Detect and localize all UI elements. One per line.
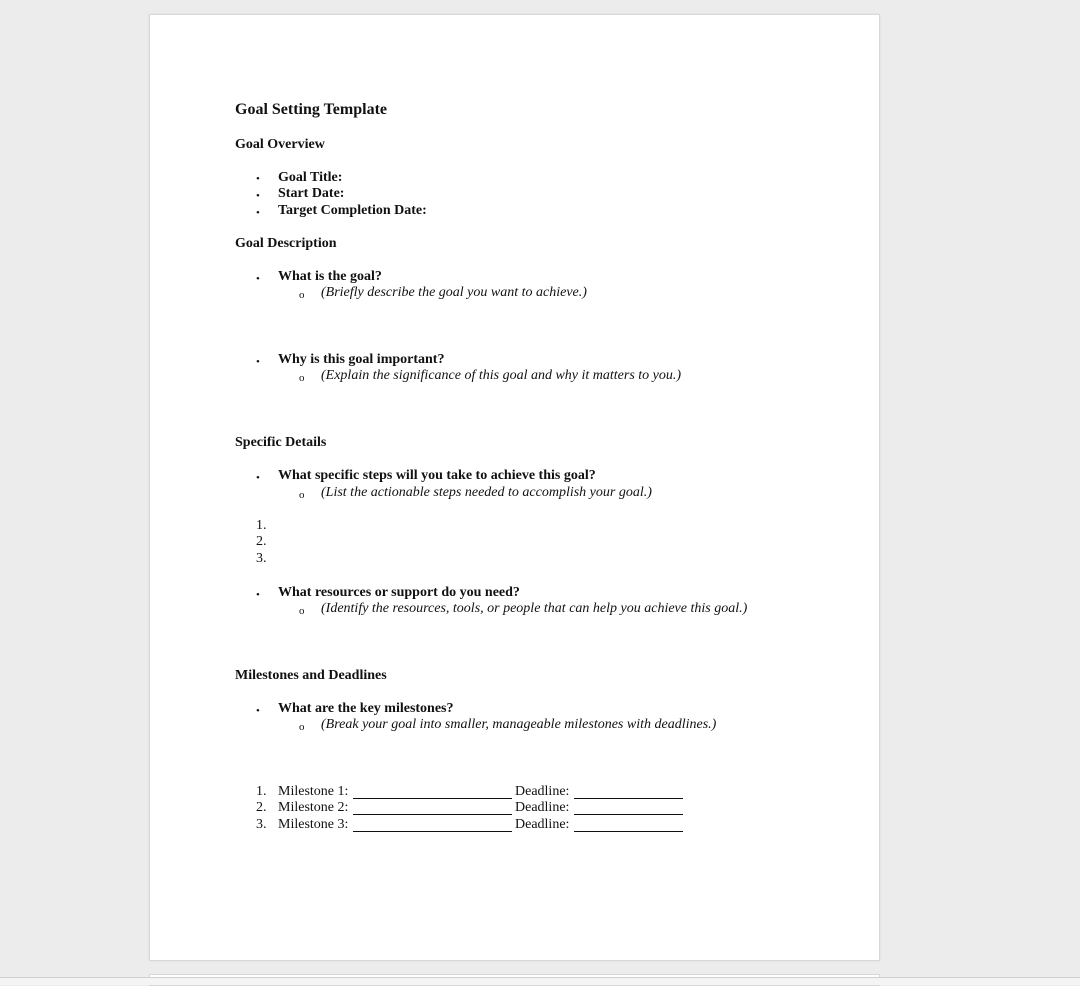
goal-title-label: Goal Title:	[278, 170, 343, 185]
bullet: •	[256, 472, 260, 484]
hint-resources: (Identify the resources, tools, or people that can help you achieve this goal.)	[321, 601, 748, 616]
deadline-3-label: Deadline:	[515, 817, 570, 832]
milestone-2-label: Milestone 2:	[278, 800, 349, 815]
bullet: •	[256, 705, 260, 717]
deadline-3-blank[interactable]	[574, 819, 683, 837]
step-number: 3.	[256, 551, 267, 566]
heading-specific-details: Specific Details	[235, 435, 327, 450]
deadline-2-blank[interactable]	[574, 802, 683, 820]
status-bar	[0, 977, 1080, 985]
target-completion-date-label: Target Completion Date:	[278, 203, 427, 218]
bullet: •	[256, 173, 260, 185]
milestone-3-blank[interactable]	[353, 819, 512, 837]
hint-key-milestones: (Break your goal into smaller, manageable milestones with deadlines.)	[321, 717, 717, 732]
deadline-2-label: Deadline:	[515, 800, 570, 815]
document-page[interactable]	[149, 14, 880, 961]
document-title: Goal Setting Template	[235, 101, 388, 118]
bullet: •	[256, 589, 260, 601]
milestone-2-blank[interactable]	[353, 802, 512, 820]
question-what-is-goal: What is the goal?	[278, 269, 382, 284]
bullet: •	[256, 273, 260, 285]
heading-goal-overview: Goal Overview	[235, 137, 325, 152]
question-key-milestones: What are the key milestones?	[278, 701, 454, 716]
start-date-label: Start Date:	[278, 186, 345, 201]
sub-bullet: o	[299, 489, 305, 501]
sub-bullet: o	[299, 289, 305, 301]
question-resources: What resources or support do you need?	[278, 585, 520, 600]
bullet: •	[256, 356, 260, 368]
bullet: •	[256, 190, 260, 202]
sub-bullet: o	[299, 721, 305, 733]
question-why-important: Why is this goal important?	[278, 352, 445, 367]
heading-goal-description: Goal Description	[235, 236, 337, 251]
step-number: 1.	[256, 518, 267, 533]
milestone-1-label: Milestone 1:	[278, 784, 349, 799]
step-number: 2.	[256, 534, 267, 549]
bullet: •	[256, 207, 260, 219]
hint-why-important: (Explain the significance of this goal and why it matters to you.)	[321, 368, 682, 383]
sub-bullet: o	[299, 372, 305, 384]
hint-specific-steps: (List the actionable steps needed to accomplish your goal.)	[321, 485, 652, 500]
hint-what-is-goal: (Briefly describe the goal you want to achieve.)	[321, 285, 587, 300]
milestone-number: 1.	[256, 784, 267, 799]
question-specific-steps: What specific steps will you take to achieve this goal?	[278, 468, 596, 483]
heading-milestones: Milestones and Deadlines	[235, 668, 387, 683]
milestone-number: 2.	[256, 800, 267, 815]
milestone-number: 3.	[256, 817, 267, 832]
deadline-1-label: Deadline:	[515, 784, 570, 799]
milestone-3-label: Milestone 3:	[278, 817, 349, 832]
sub-bullet: o	[299, 605, 305, 617]
